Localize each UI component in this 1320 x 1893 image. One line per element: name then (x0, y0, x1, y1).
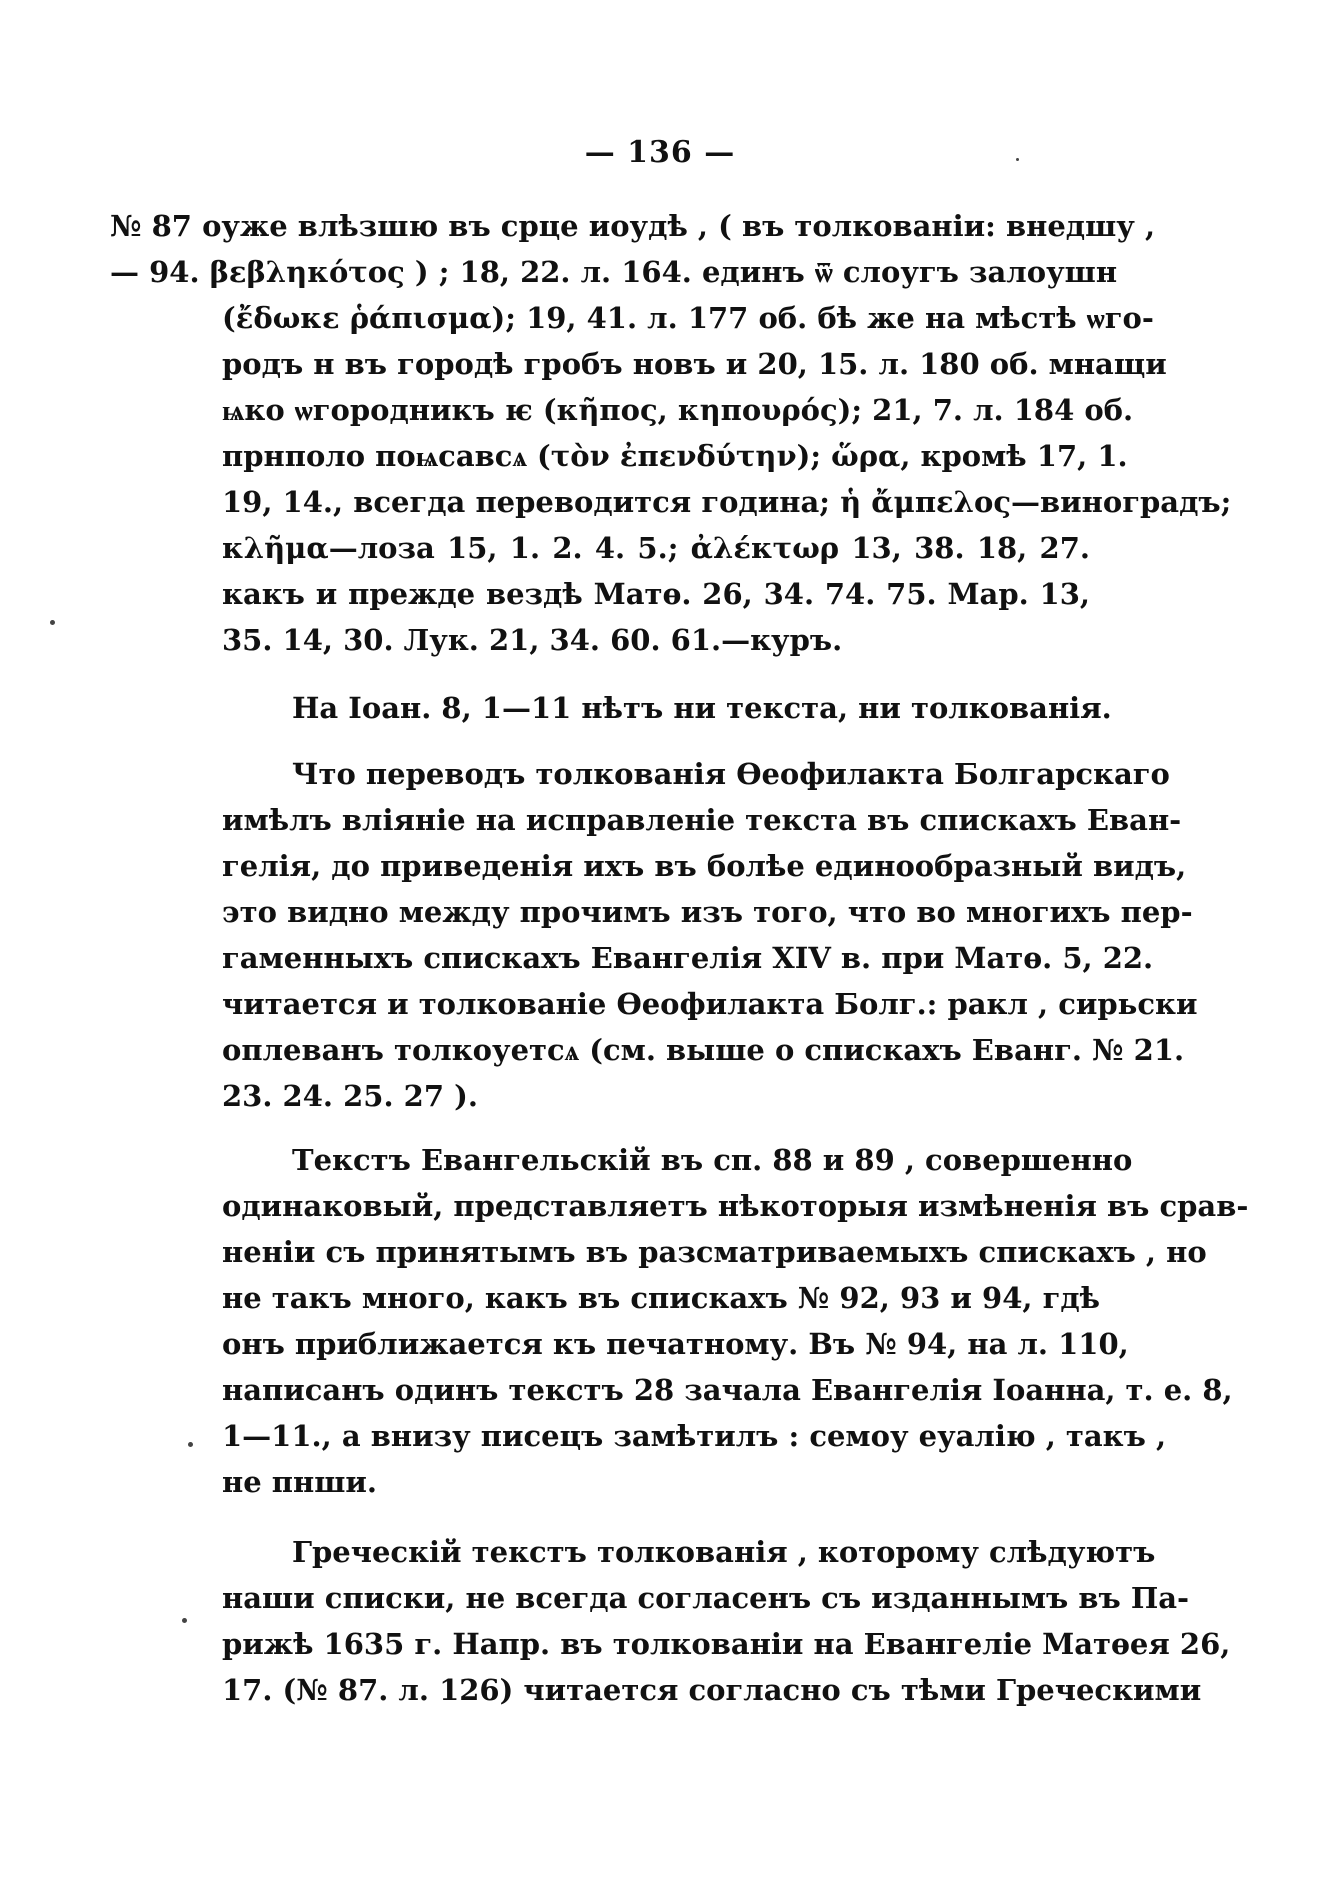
text-line: 35. 14, 30. Лук. 21, 34. 60. 61.—куръ. (222, 623, 843, 657)
scan-speck (1016, 158, 1019, 161)
text-line: 17. (№ 87. л. 126) читается согласно съ тѣми Греческими (222, 1673, 1202, 1707)
text-line: 19, 14., всегда переводится година; ἡ ἄμπελος—виноградъ; (222, 485, 1232, 519)
text-line: гаменныхъ спискахъ Евангелія XIV в. при Матѳ. 5, 22. (222, 941, 1154, 975)
text-line: наши списки, не всегда согласенъ съ изданнымъ въ Па- (222, 1581, 1190, 1615)
text-line: Греческій текстъ толкованія , которому слѣдуютъ (292, 1535, 1156, 1569)
text-line: имѣлъ вліяніе на исправленіе текста въ спискахъ Еван- (222, 803, 1182, 837)
text-line: гелія, до приведенія ихъ въ болѣе единообразный видъ, (222, 849, 1187, 883)
text-line: На Іоан. 8, 1—11 нѣтъ ни текста, ни толкованія. (292, 691, 1112, 725)
text-line: Что переводъ толкованія Ѳеофилакта Болгарскаго (292, 757, 1170, 791)
text-line: родъ н въ городѣ гробъ новъ и 20, 15. л. 180 об. мнащи (222, 347, 1167, 381)
text-line: онъ приближается къ печатному. Въ № 94, на л. 110, (222, 1327, 1129, 1361)
text-line: 23. 24. 25. 27 ). (222, 1079, 478, 1113)
text-line: неніи съ принятымъ въ разсматриваемыхъ спискахъ , но (222, 1235, 1207, 1269)
page-number: — 136 — (584, 135, 736, 170)
text-line: (ἔδωκε ῥάπισμα); 19, 41. л. 177 об. бѣ же на мѣстѣ ѡго- (222, 301, 1154, 335)
text-line: написанъ одинъ текстъ 28 зачала Евангелія Іоанна, т. е. 8, (222, 1373, 1233, 1407)
text-line: оплеванъ толкоуетсѧ (см. выше о спискахъ Еванг. № 21. (222, 1033, 1185, 1067)
text-line: читается и толкованіе Ѳеофилакта Болг.: ракл , сирьски (222, 987, 1198, 1021)
text-line: Текстъ Евангельскій въ сп. 88 и 89 , совершенно (292, 1143, 1133, 1177)
scan-speck (182, 1618, 187, 1623)
text-line: № 87 оуже влѣзшю въ срце иоудѣ , ( въ толкованіи: внедшу , (110, 209, 1156, 243)
scan-speck (50, 620, 55, 625)
text-line: не такъ много, какъ въ спискахъ № 92, 93 и 94, гдѣ (222, 1281, 1101, 1315)
text-line: это видно между прочимъ изъ того, что во многихъ пер- (222, 895, 1193, 929)
text-line: — 94. βεβληκότος ) ; 18, 22. л. 164. единъ ѿ слоугъ залоушн (110, 255, 1118, 289)
text-line: рижѣ 1635 г. Напр. въ толкованіи на Евангеліе Матѳея 26, (222, 1627, 1231, 1661)
text-line: κλῆμα—лоза 15, 1. 2. 4. 5.; ἀλέκτωρ 13, 38. 18, 27. (222, 531, 1090, 565)
text-line: одинаковый, представляетъ нѣкоторыя измѣненія въ срав- (222, 1189, 1249, 1223)
text-line: какъ и прежде вездѣ Матѳ. 26, 34. 74. 75. Мар. 13, (222, 577, 1090, 611)
scan-speck (188, 1442, 193, 1447)
text-line: ѩко ѡгородникъ ѥ (κῆπος, κηπουρός); 21, 7. л. 184 об. (222, 393, 1134, 427)
text-line: прнполо поѩсавсѧ (τὸν ἐπενδύτην); ὥρα, кромѣ 17, 1. (222, 439, 1128, 473)
text-line: не пнши. (222, 1465, 377, 1499)
text-line: 1—11., а внизу писецъ замѣтилъ : семоу еуалію , такъ , (222, 1419, 1167, 1453)
